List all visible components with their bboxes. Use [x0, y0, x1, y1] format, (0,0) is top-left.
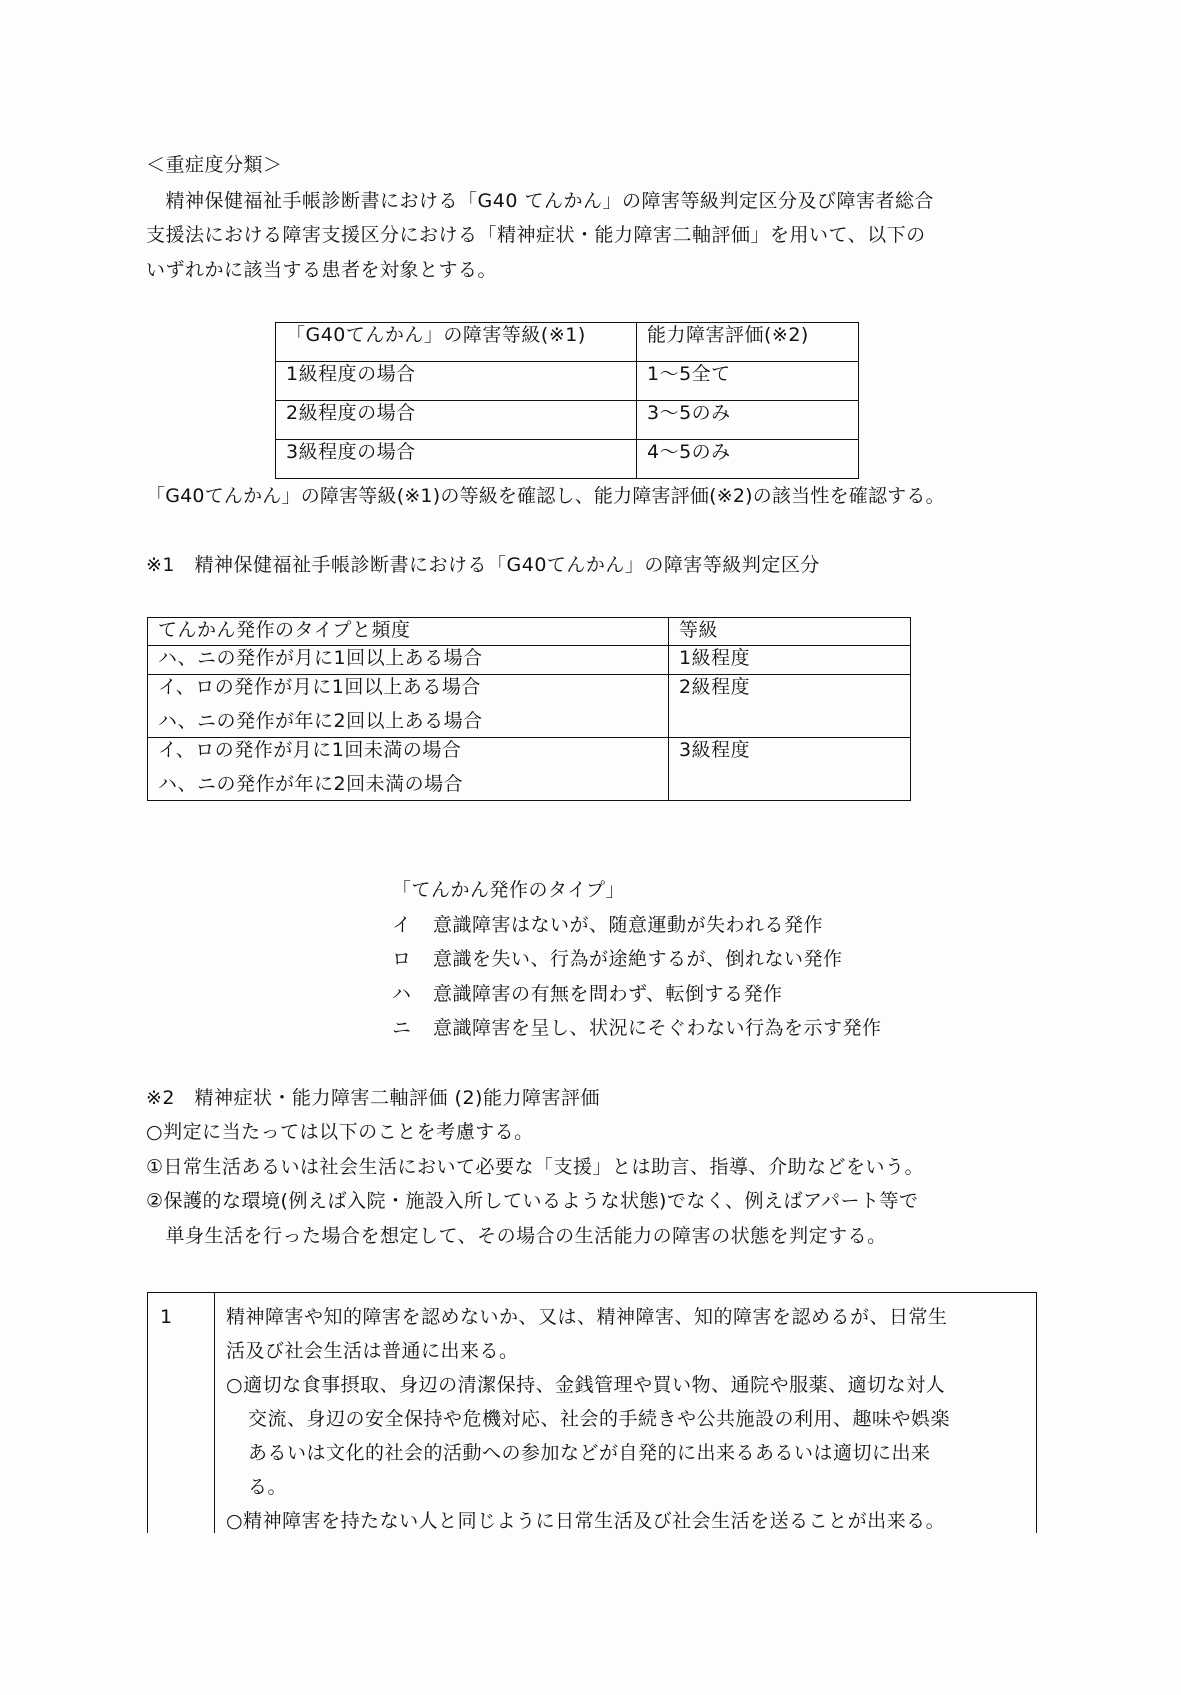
- grade-text: 3級程度: [679, 739, 751, 761]
- header-label: 等級: [679, 619, 719, 641]
- ability-disability-table: [147, 1292, 1037, 1533]
- grade-evaluation-table: [275, 322, 859, 479]
- grade-cell: [669, 738, 911, 801]
- note1-title: ※1 精神保健福祉手帳診断書における「G40てんかん」の障害等級判定区分: [146, 554, 820, 576]
- description-line: 交流、身辺の安全保持や危機対応、社会的手続きや公共施設の利用、趣味や娯楽: [248, 1408, 951, 1430]
- grade-cell: 3級程度の場合: [276, 440, 637, 479]
- seizure-type-text: 意識障害を呈し、状況にそぐわない行為を示す発作: [433, 1017, 882, 1039]
- description-line: 活及び社会生活は普通に出来る。: [226, 1340, 519, 1362]
- seizure-type-mark: ハ: [392, 983, 412, 1005]
- intro-line-3: いずれかに該当する患者を対象とする。: [146, 259, 498, 281]
- level-number: 1: [160, 1306, 173, 1328]
- condition-text: ハ、ニの発作が月に1回以上ある場合: [158, 647, 483, 669]
- seizure-types-title: 「てんかん発作のタイプ」: [392, 879, 626, 901]
- intro-line-2: 支援法における障害支援区分における「精神症状・能力障害二軸評価」を用いて、以下の: [146, 224, 926, 246]
- grade-text: 2級程度: [679, 676, 751, 698]
- table-header-row: [148, 618, 911, 646]
- table-row: [148, 646, 911, 675]
- seizure-type-text: 意識障害の有無を問わず、転倒する発作: [433, 983, 783, 1005]
- condition-text: イ、ロの発作が月に1回以上ある場合: [158, 676, 481, 698]
- condition-cell: [148, 646, 669, 675]
- intro-line-1: 精神保健福祉手帳診断書における「G40 てんかん」の障害等級判定区分及び障害者総合: [146, 190, 934, 212]
- table-row: [148, 738, 911, 801]
- header-cell: 能力障害評価(※2): [637, 323, 859, 362]
- condition-text: イ、ロの発作が月に1回未満の場合: [158, 739, 462, 761]
- table-row: [148, 675, 911, 738]
- grade-cell: [669, 646, 911, 675]
- condition-cell: [148, 675, 669, 738]
- condition-text: ハ、ニの発作が年に2回未満の場合: [158, 773, 464, 795]
- header-cell: [148, 618, 669, 646]
- evaluation-cell: 3～5のみ: [637, 401, 859, 440]
- seizure-type-mark: イ: [392, 914, 412, 936]
- table1-note: 「G40てんかん」の障害等級(※1)の等級を確認し、能力障害評価(※2)の該当性を確認する。: [146, 485, 945, 507]
- seizure-type-text: 意識障害はないが、随意運動が失われる発作: [433, 914, 824, 936]
- header-cell: 「G40てんかん」の障害等級(※1): [276, 323, 637, 362]
- level-description: [226, 1305, 1026, 1543]
- grade-text: 1級程度: [679, 647, 751, 669]
- seizure-type-mark: ニ: [392, 1017, 412, 1039]
- section-heading: ＜重症度分類＞: [146, 154, 283, 176]
- description-line: あるいは文化的社会的活動への参加などが自発的に出来るあるいは適切に出来: [248, 1442, 931, 1464]
- note2-line: ②保護的な環境(例えば入院・施設入所しているような状態)でなく、例えばアパート等で: [146, 1190, 919, 1212]
- column-divider: [214, 1293, 215, 1533]
- seizure-type-mark: ロ: [392, 948, 412, 970]
- condition-cell: [148, 738, 669, 801]
- description-line: る。: [248, 1476, 288, 1498]
- grade-cell: [669, 675, 911, 738]
- condition-text: ハ、ニの発作が年に2回以上ある場合: [158, 710, 483, 732]
- note2-line: ○判定に当たっては以下のことを考慮する。: [146, 1121, 534, 1143]
- note2-line: 単身生活を行った場合を想定して、その場合の生活能力の障害の状態を判定する。: [146, 1225, 887, 1247]
- grade-cell: 1級程度の場合: [276, 362, 637, 401]
- table-row: [276, 362, 859, 401]
- header-label: てんかん発作のタイプと頻度: [158, 619, 411, 641]
- evaluation-cell: 4～5のみ: [637, 440, 859, 479]
- table-row: [276, 440, 859, 479]
- table-header-row: [276, 323, 859, 362]
- note2-line: ①日常生活あるいは社会生活において必要な「支援」とは助言、指導、介助などをいう。: [146, 1156, 925, 1178]
- description-line: 精神障害や知的障害を認めないか、又は、精神障害、知的障害を認めるが、日常生: [226, 1306, 948, 1328]
- note2-title: ※2 精神症状・能力障害二軸評価 (2)能力障害評価: [146, 1087, 600, 1109]
- seizure-type-text: 意識を失い、行為が途絶するが、倒れない発作: [433, 948, 843, 970]
- table-row: [276, 401, 859, 440]
- grade-cell: 2級程度の場合: [276, 401, 637, 440]
- evaluation-cell: 1～5全て: [637, 362, 859, 401]
- seizure-grade-table: [147, 617, 911, 801]
- description-line: ○精神障害を持たない人と同じように日常生活及び社会生活を送ることが出来る。: [226, 1510, 946, 1532]
- description-line: ○適切な食事摂取、身辺の清潔保持、金銭管理や買い物、通院や服薬、適切な対人: [226, 1374, 946, 1396]
- header-cell: [669, 618, 911, 646]
